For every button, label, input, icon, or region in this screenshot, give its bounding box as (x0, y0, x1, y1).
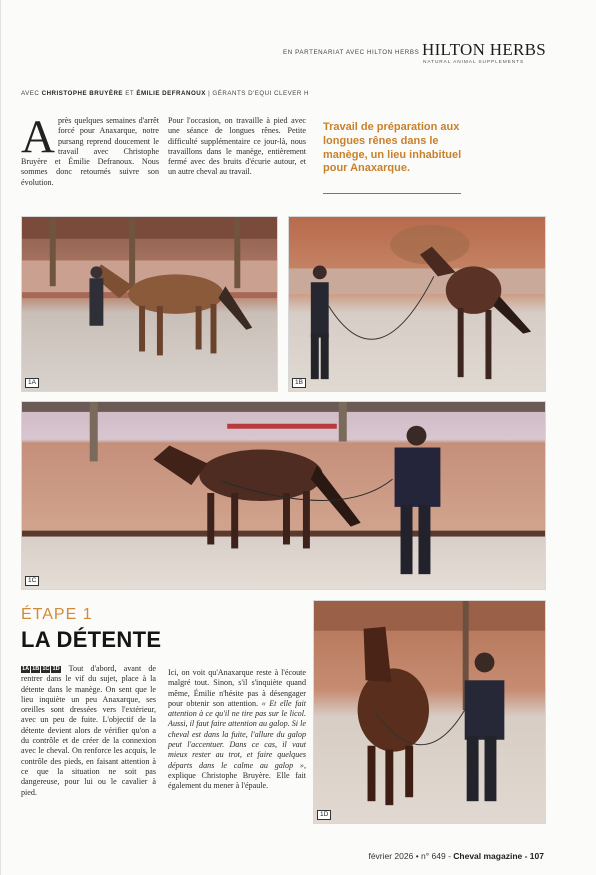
drop-cap: A (21, 111, 55, 163)
badge-1d: 1D (52, 666, 60, 672)
photo-1d (313, 600, 546, 824)
intro-column-1 (21, 111, 159, 188)
step-quote: « Et elle fait attention à ce qu'il ne tire pas sur le licol. Aussi, il faut faire attention au galop. Si le cheval est dans la fuite, l'allure du galop peut l'accentuer. Dans ce cas, il vaut mieux rester au trot, et faire quelques départs dans le calme au galop » (168, 698, 306, 770)
step-column-1 (21, 664, 156, 798)
byline-prefix: AVEC (21, 90, 40, 97)
step-text-2a: Ici, on voit qu'Anaxarque reste à l'écoute malgré tout. Sinon, s'il s'inquiète quand même, Émilie n'hésite pas à désengager pour obtenir son attention. (168, 668, 306, 708)
footer-magazine: Cheval magazine (453, 851, 523, 861)
partner-line: EN PARTENARIAT AVEC HILTON HERBS (283, 49, 420, 56)
photo-1c-image (22, 402, 545, 589)
intro-text-1: près quelques semaines d'arrêt forcé pour Anaxarque, notre pursang reprend doucement le travail avec Christophe Bruyère et Émilie Defranoux. Nous sommes donc retournés suivre son évolution. (21, 116, 159, 187)
callout-quote: Travail de préparation aux longues rênes dans le manège, un lieu inhabituel pour Anaxarque. (323, 121, 462, 175)
step-text-1: Tout d'abord, avant de rentrer dans le vif du sujet, place à la détente dans le manège. On sent que le lieu inquiète un peu Anaxarque, ses oreilles sont dressées vers l'extérieur, avec un peu de fuite. L'objectif de la détente devient alors de vérifier qu'on a du contrôle et de créer de la connexion avec le cheval. On renforce les acquis, le contrôle des pieds, en faisant attention à ce que la situation ne soit pas dangereuse, pour lui ou le cavalier à pied. (21, 664, 156, 797)
intro-column-2: Pour l'occasion, on travaille à pied avec une séance de longues rênes. Petite difficulté supplémentaire ce jour-là, nous travaillons dans le manège, entièrement fermé avec des bruits d'écurie autour, et un autre cheval au travail. (168, 116, 306, 177)
photo-1d-image (314, 601, 545, 823)
footer-page-number: - 107 (522, 851, 544, 861)
footer-issue: février 2026 • n° 649 - (368, 851, 454, 861)
photo-label-1d: 1D (317, 810, 331, 820)
byline-and: ET (125, 90, 135, 97)
photo-1b (288, 216, 546, 392)
badge-1b: 1B (32, 666, 40, 672)
byline-name-1: CHRISTOPHE BRUYÈRE (41, 90, 124, 97)
photo-label-1a: 1A (25, 378, 39, 388)
brand-subtitle: NATURAL ANIMAL SUPPLEMENTS (423, 60, 525, 65)
byline-name-2: ÉMILIE DEFRANOUX (136, 90, 206, 97)
photo-label-1b: 1B (292, 378, 306, 388)
photo-1a-image (22, 217, 277, 391)
photo-label-1c: 1C (25, 576, 39, 586)
brand-logo-text: HILTON HERBS (422, 40, 547, 59)
photo-1a (21, 216, 278, 392)
byline-role: | GÉRANTS D'EQUI CLEVER H (208, 90, 310, 97)
step-text-2b: , explique Christophe Bruyère. Elle fait également du mener à l'épaule. (168, 760, 306, 791)
photo-1b-image (289, 217, 545, 391)
step-title: LA DÉTENTE (21, 627, 162, 652)
page-footer (368, 851, 544, 861)
byline (21, 90, 309, 97)
photo-1c (21, 401, 546, 590)
badge-1a: 1A (22, 666, 30, 672)
callout-divider (323, 193, 461, 194)
step-column-2 (168, 668, 306, 792)
badge-1c: 1C (42, 666, 50, 672)
step-label: ÉTAPE 1 (21, 606, 93, 623)
